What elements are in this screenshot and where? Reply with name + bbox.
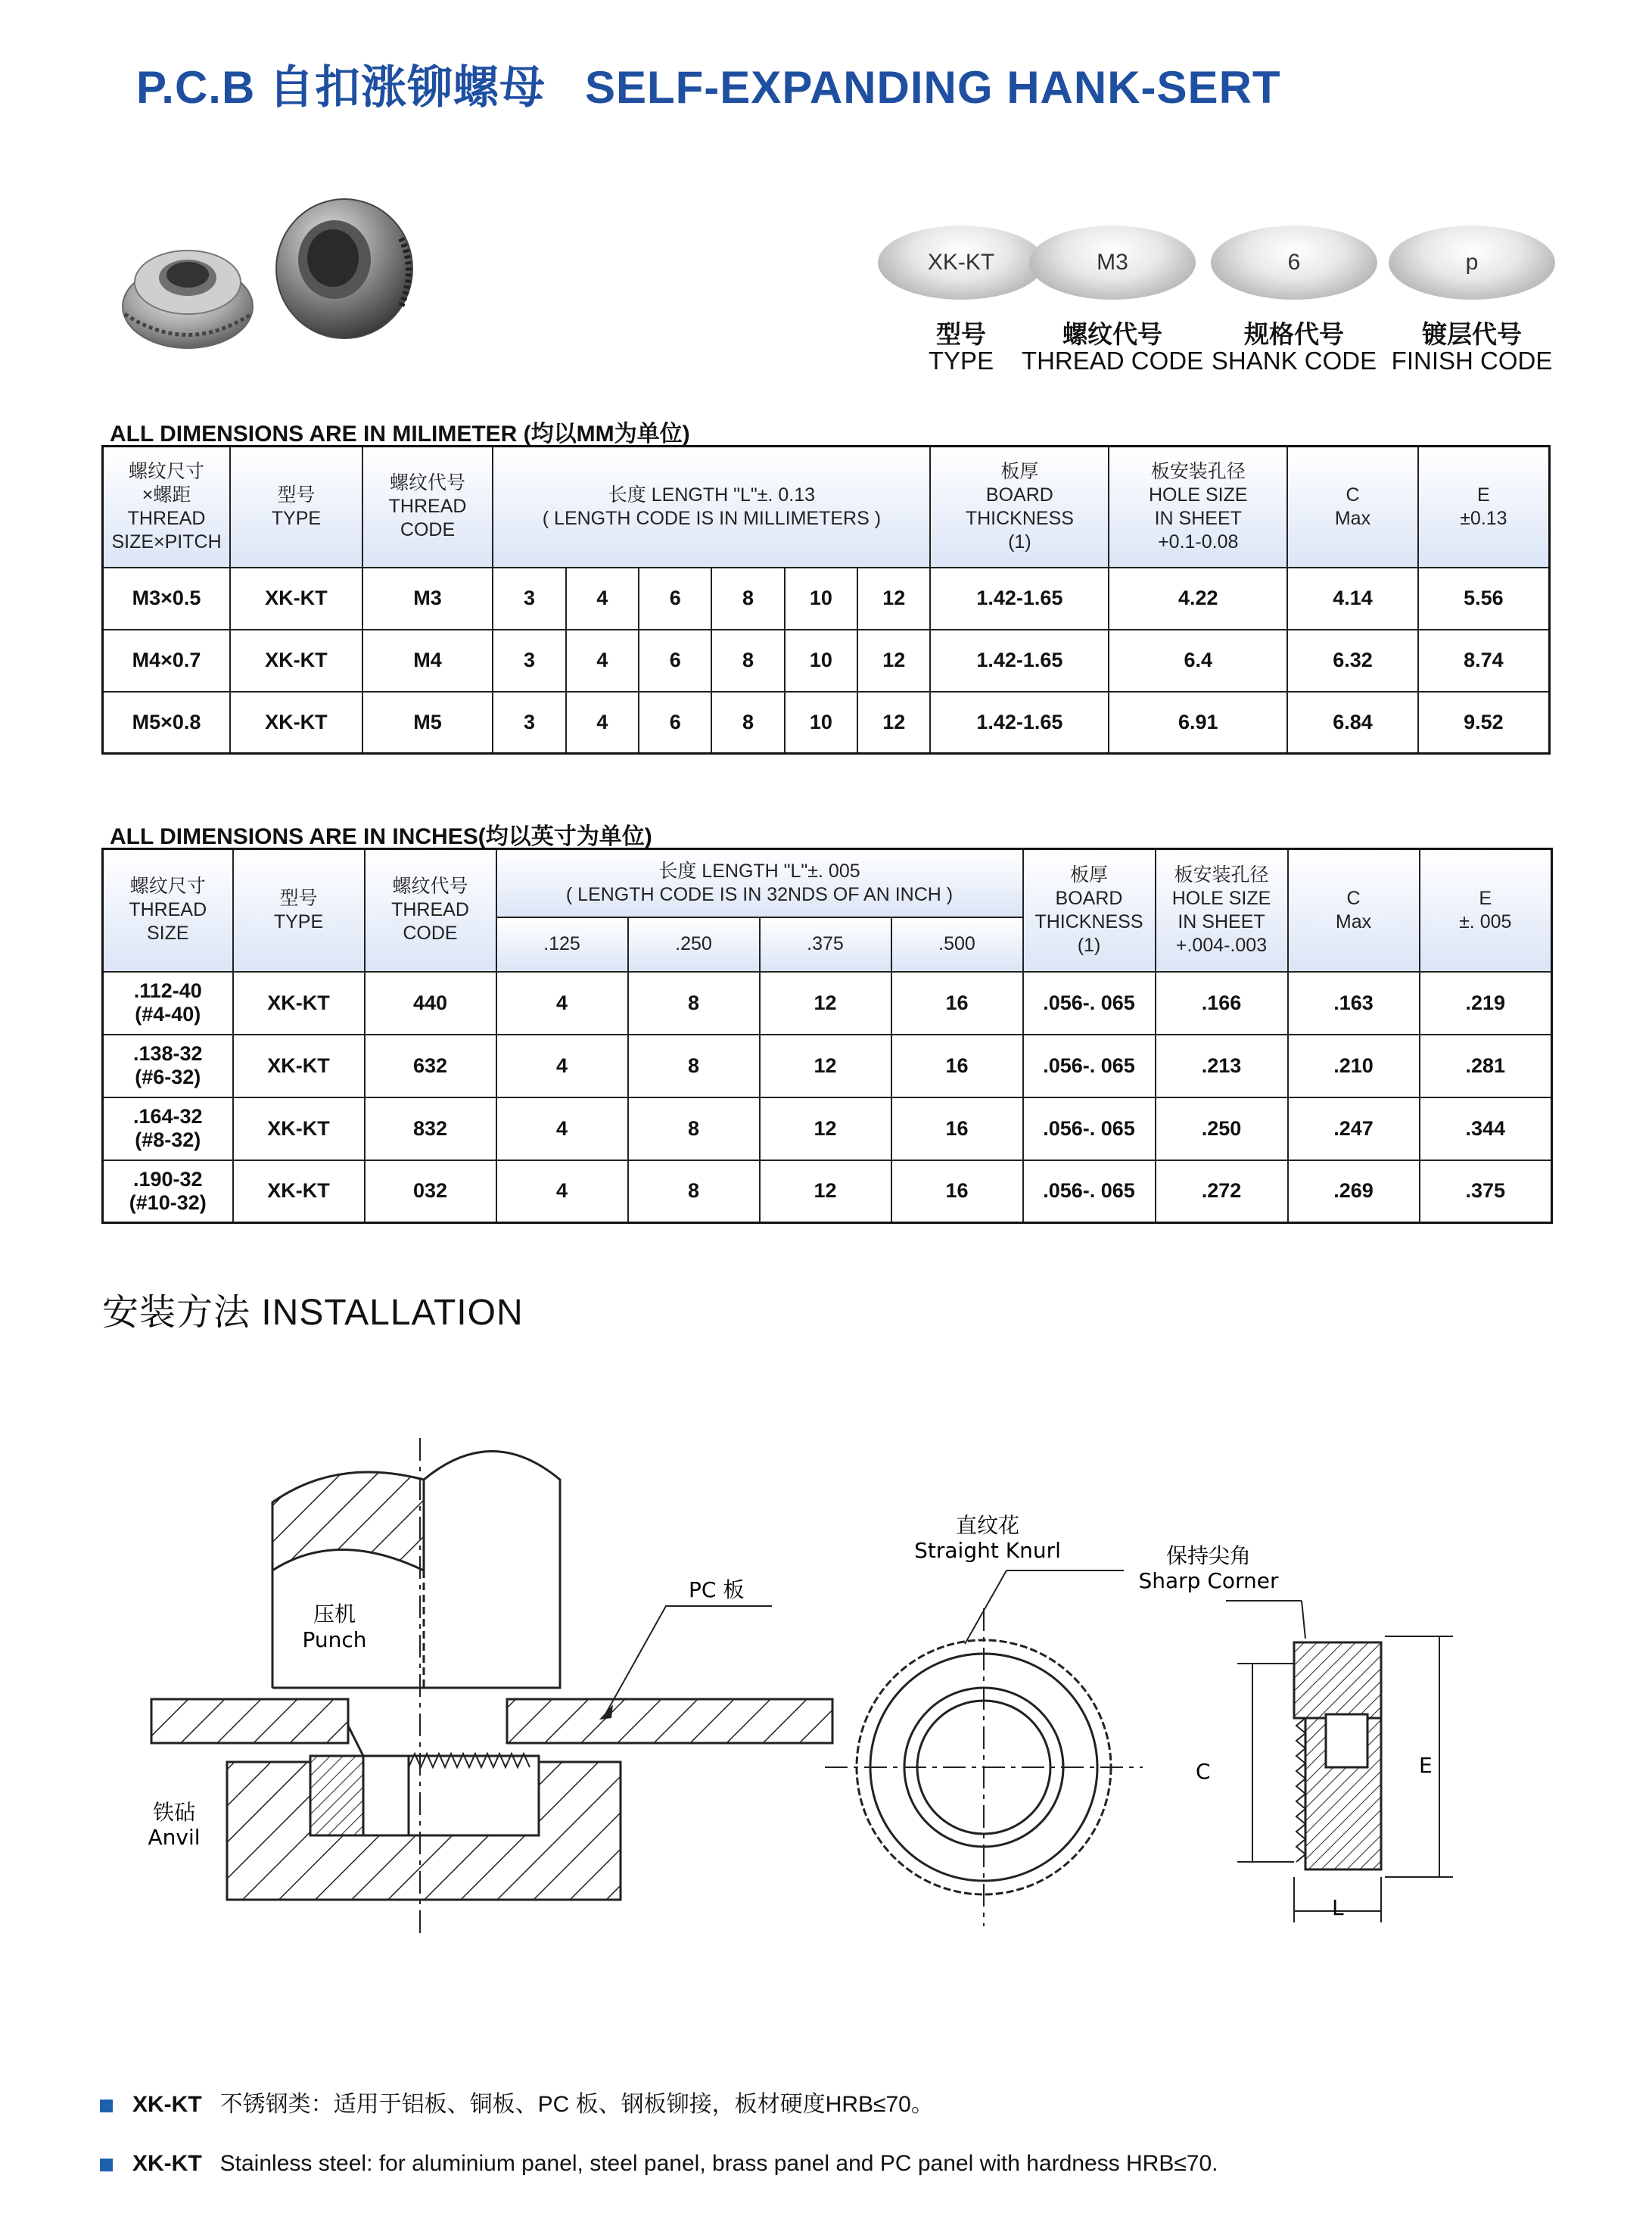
- cell-hole: 6.91: [1109, 692, 1287, 754]
- punch-drawing: [272, 1452, 560, 1689]
- cell-length: 16: [891, 1035, 1023, 1097]
- knurl-label-en: Straight Knurl: [914, 1538, 1061, 1563]
- cell-length: 12: [760, 1160, 891, 1223]
- inch-header-length: 长度 LENGTH "L"±. 005 ( LENGTH CODE IS IN 32NDS OF AN INCH ): [496, 849, 1023, 917]
- table-row: [103, 692, 1550, 754]
- code-label-type-cn: 型号: [936, 320, 986, 348]
- cell-code: 032: [365, 1160, 496, 1223]
- inch-header-hole: 板安装孔径 HOLE SIZE IN SHEET +.004-.003: [1156, 849, 1288, 972]
- cell-length: 12: [760, 972, 891, 1035]
- cell-length: 8: [628, 1160, 760, 1223]
- code-label-shank-en: SHANK CODE: [1211, 347, 1377, 375]
- cell-code: 440: [365, 972, 496, 1035]
- dim-c-label: C: [1196, 1759, 1211, 1784]
- inch-header-length-col: .500: [891, 917, 1023, 972]
- cell-c: .210: [1288, 1035, 1420, 1097]
- cell-code: 632: [365, 1035, 496, 1097]
- corner-label-en: Sharp Corner: [1138, 1568, 1279, 1593]
- metric-header-type: 型号 TYPE: [230, 447, 362, 568]
- punch-label-en: Punch: [302, 1627, 367, 1652]
- inch-table: [101, 848, 1553, 1224]
- code-pill-shank: 6: [1211, 226, 1377, 300]
- cell-board: .056-. 065: [1023, 1035, 1156, 1097]
- inch-header-e: E ±. 005: [1420, 849, 1552, 972]
- knurl-top-view-drawing: [825, 1570, 1143, 1926]
- cell-e: 5.56: [1418, 568, 1550, 630]
- code-pill-finish: p: [1389, 226, 1555, 300]
- table-row: [103, 630, 1550, 692]
- pc-board-label: PC 板: [689, 1577, 745, 1602]
- cell-length: 4: [496, 1160, 628, 1223]
- cell-length: 8: [628, 1035, 760, 1097]
- cell-c: .269: [1288, 1160, 1420, 1223]
- nut-photo-1: [123, 251, 253, 348]
- metric-header-length: 长度 LENGTH "L"±. 0.13 ( LENGTH CODE IS IN MILLIMETERS ): [493, 447, 930, 568]
- cell-length: 8: [628, 972, 760, 1035]
- cell-board: 1.42-1.65: [930, 568, 1109, 630]
- nut-photo-2: [276, 199, 412, 338]
- cell-code: M4: [362, 630, 493, 692]
- code-label-thread-en: THREAD CODE: [1021, 347, 1204, 375]
- cell-type: XK-KT: [233, 1097, 365, 1160]
- inch-header-length-col: .125: [496, 917, 628, 972]
- page-title: [136, 51, 1281, 117]
- cell-e: .281: [1420, 1035, 1552, 1097]
- anvil-label-en: Anvil: [148, 1825, 201, 1850]
- cell-code: 832: [365, 1097, 496, 1160]
- code-pill-type: XK-KT: [878, 226, 1044, 300]
- code-label-type-en: TYPE: [928, 347, 994, 375]
- inch-header-length-col: .250: [628, 917, 760, 972]
- cell-length: 3: [493, 692, 565, 754]
- cell-type: XK-KT: [230, 568, 362, 630]
- cell-hole: .213: [1156, 1035, 1288, 1097]
- inch-caption: ALL DIMENSIONS ARE IN INCHES(均以英寸为单位): [110, 824, 652, 849]
- cell-length: 16: [891, 972, 1023, 1035]
- code-label-finish-cn: 镀层代号: [1422, 320, 1522, 348]
- cell-length: 10: [785, 630, 857, 692]
- inch-header-thread: 螺纹尺寸 THREAD SIZE: [103, 849, 233, 972]
- installation-title: 安装方法 INSTALLATION: [102, 1293, 524, 1333]
- dim-l-label: L: [1332, 1895, 1344, 1920]
- metric-header-board: 板厚 BOARD THICKNESS (1): [930, 447, 1109, 568]
- cell-length: 16: [891, 1160, 1023, 1223]
- dim-e-label: E: [1419, 1753, 1433, 1778]
- cell-length: 6: [639, 568, 711, 630]
- cell-board: 1.42-1.65: [930, 630, 1109, 692]
- cell-c: .247: [1288, 1097, 1420, 1160]
- cell-e: 9.52: [1418, 692, 1550, 754]
- cell-board: .056-. 065: [1023, 1160, 1156, 1223]
- pc-board-drawing: [151, 1699, 832, 1743]
- cell-length: 3: [493, 630, 565, 692]
- table-row: [103, 1097, 1552, 1160]
- inch-header-length-col: .375: [760, 917, 891, 972]
- cell-board: .056-. 065: [1023, 972, 1156, 1035]
- cell-thread: .164-32 (#8-32): [103, 1097, 233, 1160]
- cell-hole: .250: [1156, 1097, 1288, 1160]
- cell-length: 8: [711, 630, 784, 692]
- cell-hole: 4.22: [1109, 568, 1287, 630]
- metric-header-c: C Max: [1287, 447, 1418, 568]
- table-row: [103, 1035, 1552, 1097]
- cell-c: 6.32: [1287, 630, 1418, 692]
- inch-header-row: [103, 849, 1552, 917]
- cell-thread: M4×0.7: [103, 630, 231, 692]
- table-row: [103, 972, 1552, 1035]
- code-pill-thread: M3: [1029, 226, 1196, 300]
- cell-type: XK-KT: [233, 972, 365, 1035]
- cell-hole: .272: [1156, 1160, 1288, 1223]
- cell-thread: .112-40 (#4-40): [103, 972, 233, 1035]
- cell-thread: .138-32 (#6-32): [103, 1035, 233, 1097]
- corner-label-cn: 保持尖角: [1165, 1543, 1252, 1568]
- code-label-shank-cn: 规格代号: [1244, 320, 1344, 348]
- cell-length: 16: [891, 1097, 1023, 1160]
- cell-length: 12: [760, 1097, 891, 1160]
- cell-e: .375: [1420, 1160, 1552, 1223]
- cell-length: 12: [857, 568, 930, 630]
- metric-caption: ALL DIMENSIONS ARE IN MILIMETER (均以MM为单位): [110, 422, 690, 447]
- cell-code: M3: [362, 568, 493, 630]
- inch-header-board: 板厚 BOARD THICKNESS (1): [1023, 849, 1156, 972]
- cell-length: 4: [566, 630, 639, 692]
- inch-header-type: 型号 TYPE: [233, 849, 365, 972]
- cell-board: .056-. 065: [1023, 1097, 1156, 1160]
- cell-type: XK-KT: [233, 1035, 365, 1097]
- metric-header-code: 螺纹代号 THREAD CODE: [362, 447, 493, 568]
- cell-length: 8: [628, 1097, 760, 1160]
- cell-board: 1.42-1.65: [930, 692, 1109, 754]
- cell-length: 12: [857, 630, 930, 692]
- cell-type: XK-KT: [230, 692, 362, 754]
- inch-header-c: C Max: [1288, 849, 1420, 972]
- cell-length: 4: [566, 692, 639, 754]
- table-row: [103, 568, 1550, 630]
- cell-length: 6: [639, 692, 711, 754]
- cell-length: 12: [760, 1035, 891, 1097]
- cell-length: 4: [496, 972, 628, 1035]
- cell-c: 6.84: [1287, 692, 1418, 754]
- cell-length: 6: [639, 630, 711, 692]
- cell-thread: M3×0.5: [103, 568, 231, 630]
- title-cn: P.C.B 自扣涨铆螺母: [136, 62, 546, 113]
- punch-label-cn: 压机: [313, 1602, 356, 1626]
- installation-drawing: [136, 1423, 1514, 1968]
- bullet-icon: [100, 2159, 113, 2171]
- cell-hole: 6.4: [1109, 630, 1287, 692]
- cell-length: 10: [785, 692, 857, 754]
- cell-code: M5: [362, 692, 493, 754]
- cell-c: 4.14: [1287, 568, 1418, 630]
- cell-length: 4: [496, 1035, 628, 1097]
- cell-c: .163: [1288, 972, 1420, 1035]
- code-label-finish-en: FINISH CODE: [1391, 347, 1553, 375]
- table-row: [103, 1160, 1552, 1223]
- product-photos: [114, 193, 431, 360]
- metric-table: [101, 445, 1551, 755]
- metric-header-row: [103, 447, 1550, 568]
- metric-header-thread: 螺纹尺寸 ×螺距 THREAD SIZE×PITCH: [103, 447, 231, 568]
- cell-length: 3: [493, 568, 565, 630]
- metric-header-hole: 板安装孔径 HOLE SIZE IN SHEET +0.1-0.08: [1109, 447, 1287, 568]
- inch-header-code: 螺纹代号 THREAD CODE: [365, 849, 496, 972]
- cell-thread: M5×0.8: [103, 692, 231, 754]
- cell-length: 8: [711, 692, 784, 754]
- knurl-label-cn: 直纹花: [955, 1513, 1020, 1538]
- cell-thread: .190-32 (#10-32): [103, 1160, 233, 1223]
- note-en: XK-KT Stainless steel: for aluminium panel, steel panel, brass panel and PC panel with hardness HRB≤70.: [100, 2151, 1218, 2177]
- cell-e: .219: [1420, 972, 1552, 1035]
- cell-length: 10: [785, 568, 857, 630]
- part-code-legend: [878, 226, 1559, 400]
- code-label-thread-cn: 螺纹代号: [1062, 320, 1162, 348]
- cell-type: XK-KT: [230, 630, 362, 692]
- cell-length: 8: [711, 568, 784, 630]
- cell-length: 12: [857, 692, 930, 754]
- title-en: SELF-EXPANDING HANK-SERT: [584, 62, 1281, 113]
- cell-e: 8.74: [1418, 630, 1550, 692]
- metric-header-e: E ±0.13: [1418, 447, 1550, 568]
- cell-length: 4: [496, 1097, 628, 1160]
- cell-hole: .166: [1156, 972, 1288, 1035]
- note-cn: XK-KT 不锈钢类：适用于铝板、铜板、PC 板、钢板铆接，板材硬度HRB≤70。: [100, 2085, 934, 2118]
- anvil-label-cn: 铁砧: [152, 1800, 196, 1825]
- cell-type: XK-KT: [233, 1160, 365, 1223]
- cell-length: 4: [566, 568, 639, 630]
- bullet-icon: [100, 2100, 113, 2112]
- cell-e: .344: [1420, 1097, 1552, 1160]
